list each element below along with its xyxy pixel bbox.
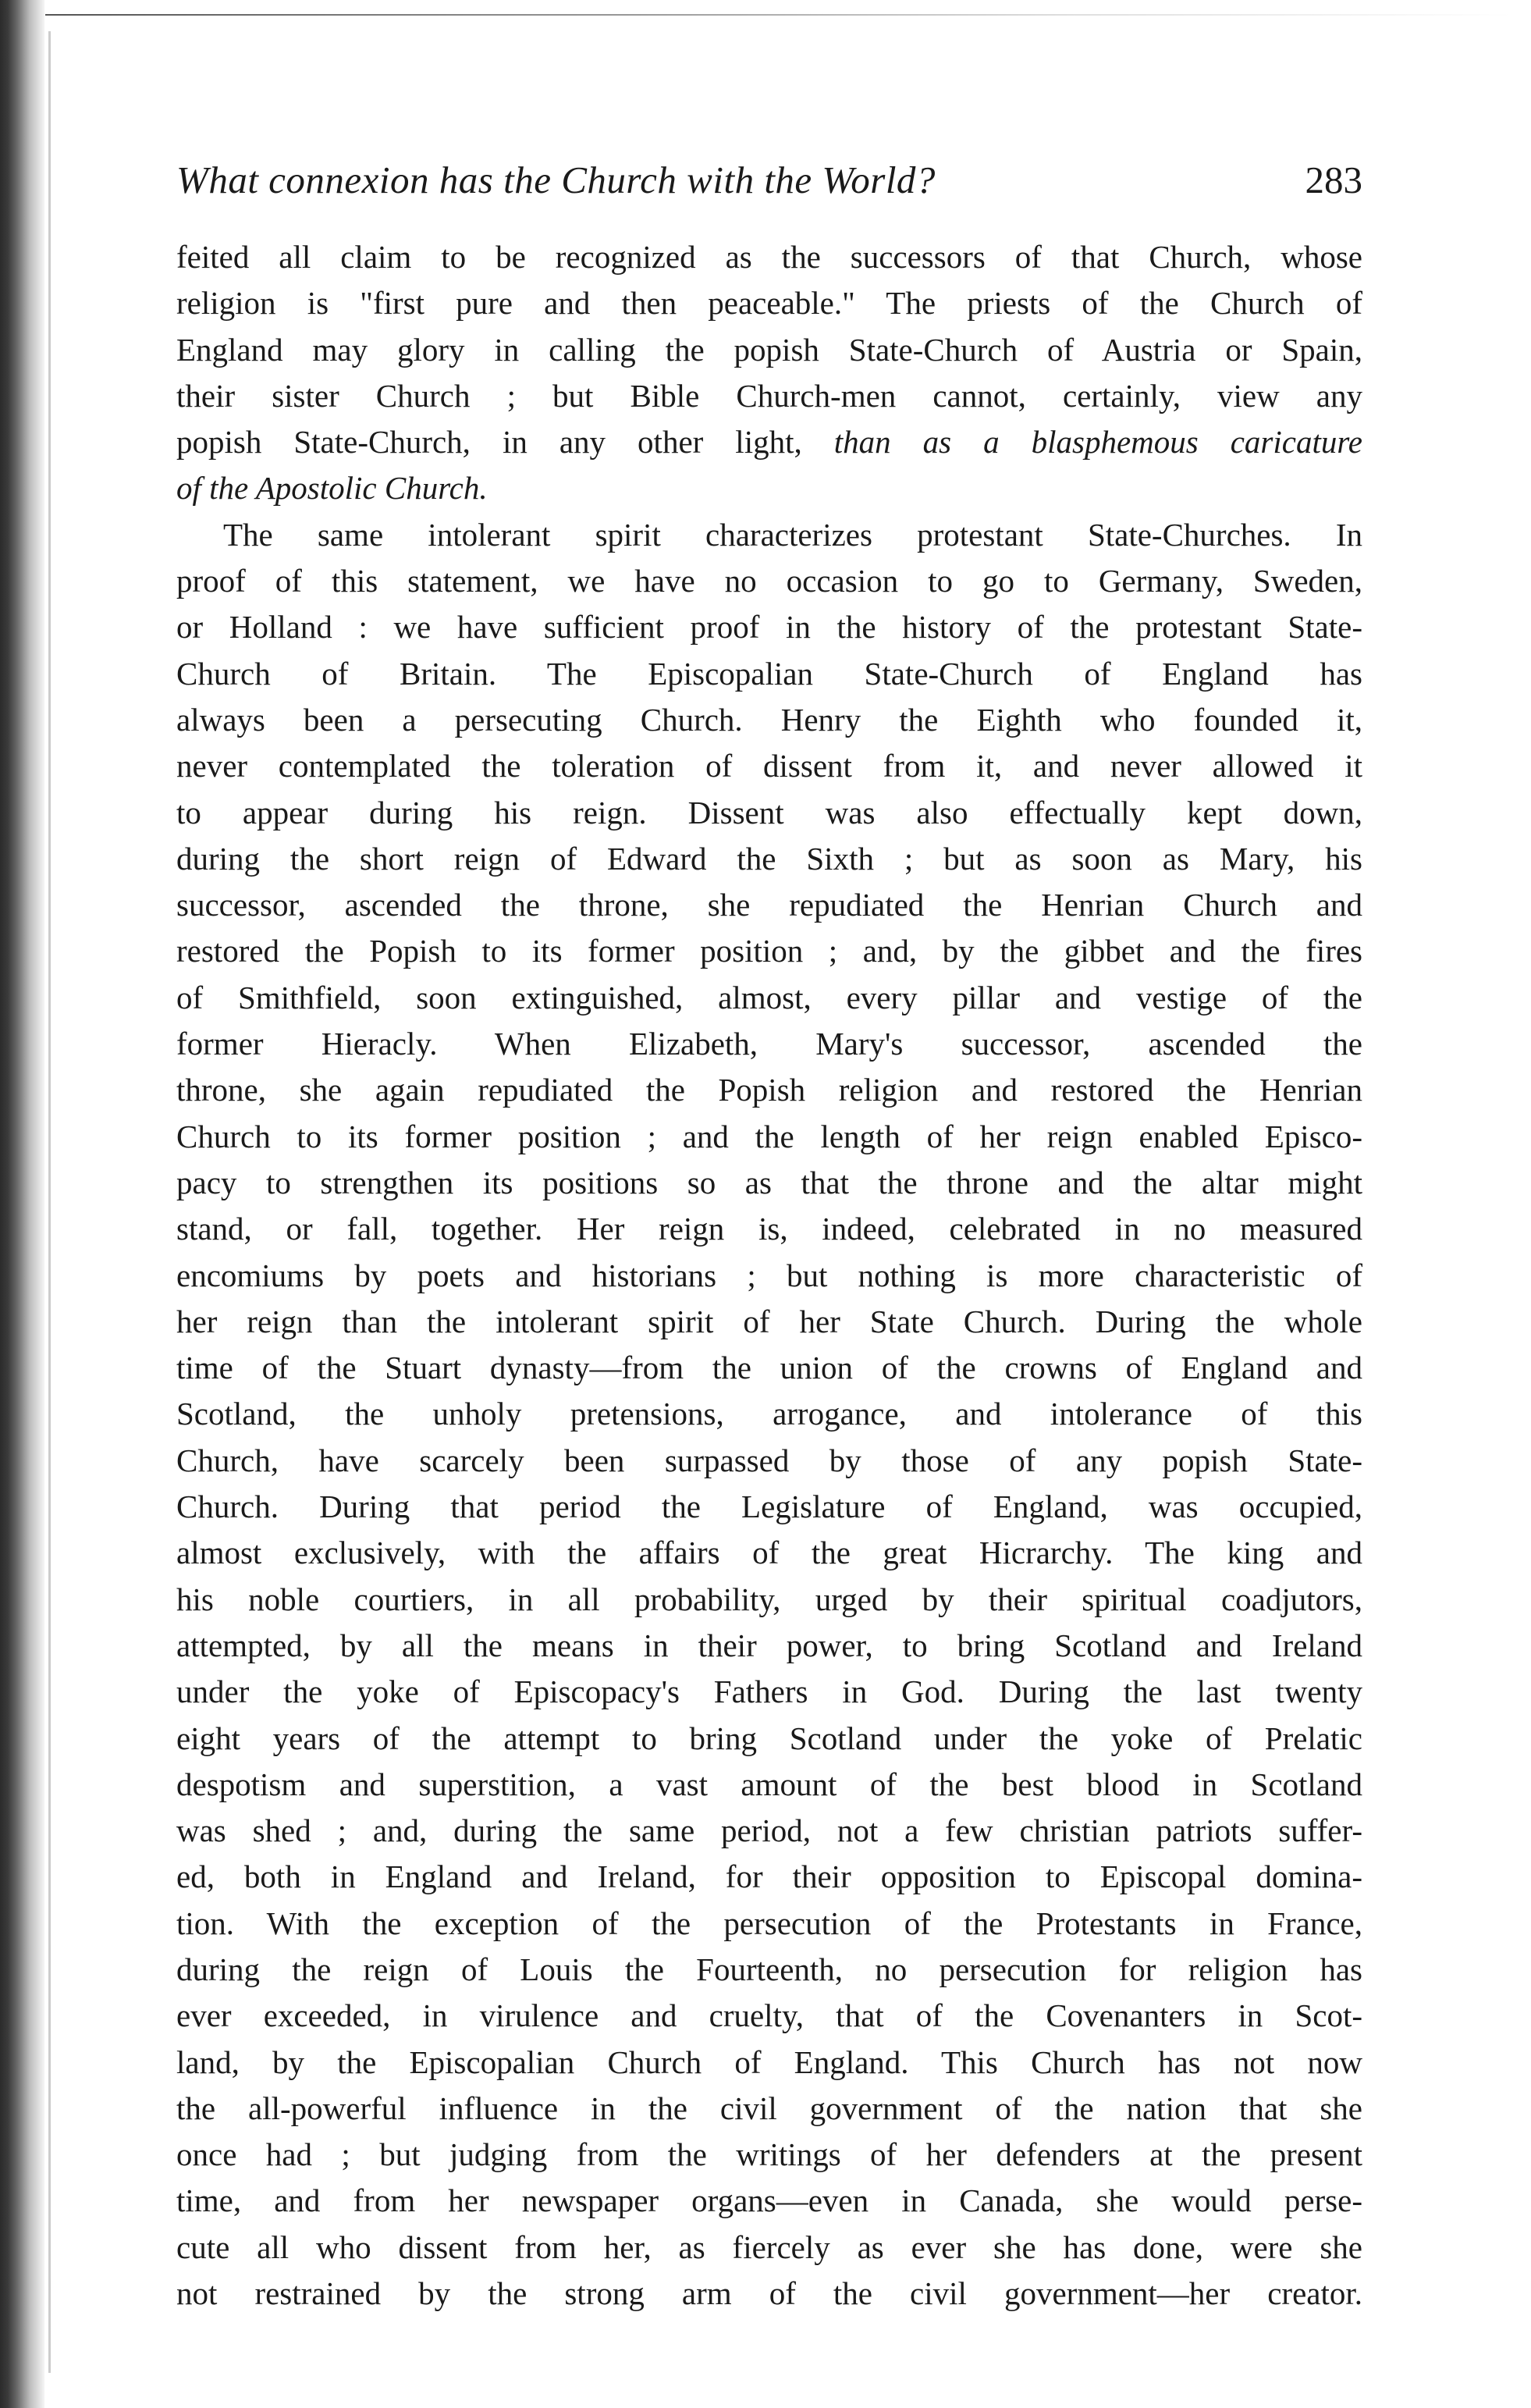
text-line xyxy=(176,743,1362,789)
text-line xyxy=(176,1854,1362,1900)
text-line-roman: stand, or fall, together. Her reign is, indeed, celebrated in no measured xyxy=(176,1211,1362,1247)
text-line-roman: eight years of the attempt to bring Scotland under the yoke of Prelatic xyxy=(176,1720,1362,1756)
text-line xyxy=(176,558,1362,604)
text-line-roman: of Smithfield, soon extinguished, almost, every pillar and vestige of the xyxy=(176,979,1362,1015)
text-line xyxy=(176,1530,1362,1576)
text-line xyxy=(176,234,1362,280)
text-line xyxy=(176,1716,1362,1762)
text-line xyxy=(176,1067,1362,1113)
text-line xyxy=(176,790,1362,836)
running-title: What connexion has the Church with the World? xyxy=(176,158,936,201)
text-line-roman: despotism and superstition, a vast amount of the best blood in Scotland xyxy=(176,1766,1362,1802)
text-line xyxy=(176,1947,1362,1993)
text-line-roman: popish State-Church, in any other light, xyxy=(176,424,834,461)
text-line xyxy=(176,465,1362,511)
text-line xyxy=(176,836,1362,882)
text-line-roman: her reign than the intolerant spirit of her State Church. During the whole xyxy=(176,1303,1362,1339)
text-line-roman: pacy to strengthen its positions so as that the throne and the altar might xyxy=(176,1164,1362,1200)
text-line-roman: once had ; but judging from the writings of her defenders at the present xyxy=(176,2136,1362,2173)
text-line-roman: restored the Popish to its former position ; and, by the gibbet and the fires xyxy=(176,933,1362,969)
text-line xyxy=(176,373,1362,419)
text-line xyxy=(176,512,1362,558)
text-line xyxy=(176,1253,1362,1299)
book-spine-shadow xyxy=(0,0,45,2408)
text-line-roman: ever exceeded, in virulence and cruelty, that of the Covenanters in Scot- xyxy=(176,1997,1362,2034)
text-line-roman: cute all who dissent from her, as fiercely as ever she has done, were she xyxy=(176,2228,1362,2265)
text-line xyxy=(176,1669,1362,1715)
text-line xyxy=(176,2178,1362,2224)
text-line-roman: throne, she again repudiated the Popish religion and restored the Henrian xyxy=(176,1072,1362,1108)
page-number: 283 xyxy=(1305,158,1362,201)
text-line xyxy=(176,1114,1362,1160)
text-line-roman: former Hieracly. When Elizabeth, Mary's successor, ascended the xyxy=(176,1026,1362,1062)
text-line-roman: The same intolerant spirit characterizes protestant State-Churches. In xyxy=(223,516,1362,553)
text-line xyxy=(176,1438,1362,1484)
text-line-roman: their sister Church ; but Bible Church-men cannot, certainly, view any xyxy=(176,377,1362,414)
text-line xyxy=(176,1345,1362,1391)
text-line-roman: never contemplated the toleration of dissent from it, and never allowed it xyxy=(176,748,1362,784)
text-line-roman: Church. During that period the Legislature of England, was occupied, xyxy=(176,1489,1362,1525)
text-line-roman: to appear during his reign. Dissent was also effectually kept down, xyxy=(176,794,1362,831)
text-line xyxy=(176,1391,1362,1437)
text-line-roman: his noble courtiers, in all probability, urged by their spiritual coadjutors, xyxy=(176,1581,1362,1617)
text-line-roman: during the short reign of Edward the Sixth ; but as soon as Mary, his xyxy=(176,840,1362,877)
text-line-italic: of the Apostolic Church. xyxy=(176,470,488,507)
text-line xyxy=(176,1484,1362,1530)
text-line-roman: always been a persecuting Church. Henry the Eighth who founded it, xyxy=(176,701,1362,738)
text-line xyxy=(176,1299,1362,1345)
text-line-roman: under the yoke of Episcopacy's Fathers in God. During the last twenty xyxy=(176,1674,1362,1710)
text-line xyxy=(176,1623,1362,1669)
text-line xyxy=(176,2040,1362,2086)
text-line xyxy=(176,882,1362,928)
text-line-roman: Scotland, the unholy pretensions, arrogance, and intolerance of this xyxy=(176,1396,1362,1432)
text-line xyxy=(176,1762,1362,1808)
text-line xyxy=(176,419,1362,465)
text-line xyxy=(176,651,1362,697)
text-line-roman: England may glory in calling the popish State-Church of Austria or Spain, xyxy=(176,331,1362,368)
text-line-roman: Church, have scarcely been surpassed by those of any popish State- xyxy=(176,1442,1362,1478)
text-line xyxy=(176,2271,1362,2317)
text-line-roman: successor, ascended the throne, she repudiated the Henrian Church and xyxy=(176,887,1362,923)
text-line xyxy=(176,928,1362,974)
text-line-roman: feited all claim to be recognized as the successors of that Church, whose xyxy=(176,239,1362,275)
text-line xyxy=(176,1577,1362,1623)
page-edge-line xyxy=(48,31,51,2373)
text-line xyxy=(176,327,1362,373)
text-line xyxy=(176,1993,1362,2039)
text-line-roman: religion is "first pure and then peaceable." The priests of the Church of xyxy=(176,285,1362,322)
text-line-roman: the all-powerful influence in the civil government of the nation that she xyxy=(176,2090,1362,2126)
running-head xyxy=(176,158,1362,212)
text-line-roman: Church to its former position ; and the length of her reign enabled Episco- xyxy=(176,1118,1362,1154)
text-line-roman: proof of this statement, we have no occasion to go to Germany, Sweden, xyxy=(176,563,1362,599)
text-line-roman: time of the Stuart dynasty—from the union of the crowns of England and xyxy=(176,1350,1362,1386)
text-line xyxy=(176,1021,1362,1067)
text-line-roman: not restrained by the strong arm of the civil government—her creator. xyxy=(176,2275,1362,2312)
text-line xyxy=(176,1808,1362,1854)
text-line xyxy=(176,1206,1362,1252)
text-line-roman: time, and from her newspaper organs—even in Canada, she would perse- xyxy=(176,2182,1362,2219)
text-line xyxy=(176,975,1362,1021)
text-line xyxy=(176,604,1362,650)
text-line-roman: almost exclusively, with the affairs of the great Hicrarchy. The king and xyxy=(176,1535,1362,1571)
text-line-roman: encomiums by poets and historians ; but nothing is more characteristic of xyxy=(176,1257,1362,1293)
text-line xyxy=(176,280,1362,326)
text-line-roman: Church of Britain. The Episcopalian State-Church of England has xyxy=(176,655,1362,692)
text-line xyxy=(176,2086,1362,2132)
text-line xyxy=(176,697,1362,743)
body-text xyxy=(176,234,1362,2317)
text-line-roman: during the reign of Louis the Fourteenth, no persecution for religion has xyxy=(176,1951,1362,1987)
text-line xyxy=(176,2132,1362,2178)
text-line xyxy=(176,1901,1362,1947)
text-line-roman: ed, both in England and Ireland, for their opposition to Episcopal domina- xyxy=(176,1858,1362,1895)
text-line xyxy=(176,1160,1362,1206)
text-line-roman: was shed ; and, during the same period, not a few christian patriots suffer- xyxy=(176,1812,1362,1849)
text-line-roman: attempted, by all the means in their power, to bring Scotland and Ireland xyxy=(176,1627,1362,1663)
top-edge-rule xyxy=(45,14,1512,16)
text-line-italic: than as a blasphemous caricature xyxy=(833,424,1362,461)
text-line-roman: land, by the Episcopalian Church of England. This Church has not now xyxy=(176,2043,1362,2080)
text-line xyxy=(176,2225,1362,2271)
text-line-roman: or Holland : we have sufficient proof in the history of the protestant State- xyxy=(176,609,1362,646)
text-line-roman: tion. With the exception of the persecution of the Protestants in France, xyxy=(176,1905,1362,1941)
